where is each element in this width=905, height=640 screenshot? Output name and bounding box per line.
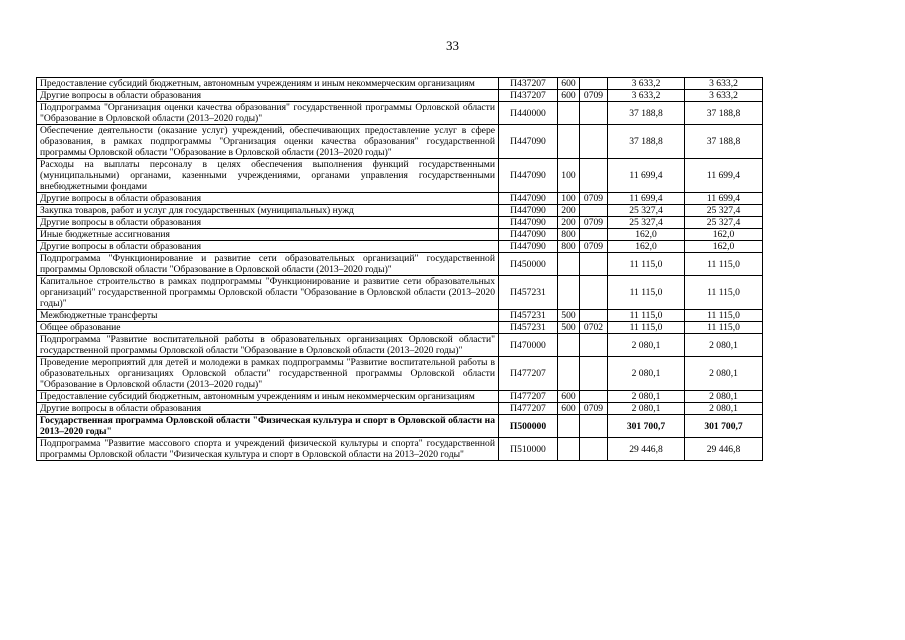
budget-table xyxy=(36,77,763,461)
table-row xyxy=(37,403,763,415)
row-rz xyxy=(580,415,608,438)
table-row xyxy=(37,78,763,90)
table-row xyxy=(37,357,763,391)
row-rz: 0709 xyxy=(580,217,608,229)
row-rz: 0709 xyxy=(580,241,608,253)
row-vr xyxy=(558,357,580,391)
row-code: П470000 xyxy=(499,334,558,357)
row-sum-1: 11 115,0 xyxy=(608,322,685,334)
row-name: Закупка товаров, работ и услуг для государственных (муниципальных) нужд xyxy=(37,205,499,217)
row-sum-2: 11 115,0 xyxy=(685,276,763,310)
table-row xyxy=(37,159,763,193)
row-sum-1: 37 188,8 xyxy=(608,125,685,159)
row-sum-1: 29 446,8 xyxy=(608,438,685,461)
row-rz xyxy=(580,276,608,310)
row-sum-1: 25 327,4 xyxy=(608,217,685,229)
row-rz xyxy=(580,334,608,357)
row-sum-2: 37 188,8 xyxy=(685,102,763,125)
row-sum-1: 2 080,1 xyxy=(608,403,685,415)
table-row xyxy=(37,322,763,334)
row-code: П447090 xyxy=(499,125,558,159)
row-vr: 800 xyxy=(558,241,580,253)
row-name: Другие вопросы в области образования xyxy=(37,90,499,102)
row-code: П447090 xyxy=(499,229,558,241)
row-sum-1: 37 188,8 xyxy=(608,102,685,125)
row-rz xyxy=(580,78,608,90)
row-rz: 0709 xyxy=(580,90,608,102)
row-name: Подпрограмма "Развитие воспитательной работы в образовательных организациях Орловской области" государственной программы Орловской области "Образование в Орловской области (2013–2020 годы)" xyxy=(37,334,499,357)
row-sum-1: 162,0 xyxy=(608,229,685,241)
row-sum-1: 11 699,4 xyxy=(608,159,685,193)
row-name: Подпрограмма "Функционирование и развитие сети образовательных организаций" государственной программы Орловской области "Образование в Орловской области (2013–2020 годы)" xyxy=(37,253,499,276)
page-number: 33 xyxy=(446,38,459,53)
table-row xyxy=(37,217,763,229)
row-code: П447090 xyxy=(499,241,558,253)
row-sum-1: 11 115,0 xyxy=(608,276,685,310)
row-sum-2: 162,0 xyxy=(685,241,763,253)
row-vr: 500 xyxy=(558,322,580,334)
row-sum-1: 2 080,1 xyxy=(608,357,685,391)
row-code: П477207 xyxy=(499,403,558,415)
row-sum-1: 25 327,4 xyxy=(608,205,685,217)
row-code: П457231 xyxy=(499,310,558,322)
row-sum-1: 162,0 xyxy=(608,241,685,253)
row-sum-1: 2 080,1 xyxy=(608,334,685,357)
table-row xyxy=(37,125,763,159)
table-row xyxy=(37,205,763,217)
row-vr xyxy=(558,125,580,159)
row-sum-2: 3 633,2 xyxy=(685,90,763,102)
row-name: Обеспечение деятельности (оказание услуг) учреждений, обеспечивающих предоставление услуг в сфере образования, в рамках подпрограммы "Организация оценки качества образования" государственной программы Орловской области "Образование в Орловской области (2013–2020 годы)" xyxy=(37,125,499,159)
row-sum-1: 301 700,7 xyxy=(608,415,685,438)
row-rz: 0709 xyxy=(580,403,608,415)
table-row xyxy=(37,102,763,125)
row-name: Общее образование xyxy=(37,322,499,334)
table-row xyxy=(37,90,763,102)
row-vr xyxy=(558,253,580,276)
row-rz xyxy=(580,205,608,217)
row-sum-2: 37 188,8 xyxy=(685,125,763,159)
row-sum-2: 11 699,4 xyxy=(685,193,763,205)
row-rz: 0709 xyxy=(580,193,608,205)
row-sum-2: 301 700,7 xyxy=(685,415,763,438)
row-vr: 600 xyxy=(558,90,580,102)
row-rz xyxy=(580,159,608,193)
row-rz xyxy=(580,310,608,322)
row-rz xyxy=(580,357,608,391)
row-vr: 600 xyxy=(558,78,580,90)
row-code: П477207 xyxy=(499,391,558,403)
row-code: П457231 xyxy=(499,322,558,334)
row-vr: 100 xyxy=(558,159,580,193)
row-sum-2: 11 115,0 xyxy=(685,310,763,322)
row-sum-1: 11 115,0 xyxy=(608,310,685,322)
row-code: П450000 xyxy=(499,253,558,276)
row-vr: 500 xyxy=(558,310,580,322)
row-code: П447090 xyxy=(499,159,558,193)
row-name: Капитальное строительство в рамках подпрограммы "Функционирование и развитие сети образовательных организаций" государственной программы Орловской области "Образование в Орловской области (2013–2020 годы)" xyxy=(37,276,499,310)
row-name: Другие вопросы в области образования xyxy=(37,193,499,205)
row-sum-1: 2 080,1 xyxy=(608,391,685,403)
row-vr: 600 xyxy=(558,403,580,415)
row-name: Предоставление субсидий бюджетным, автономным учреждениям и иным некоммерческим организациям xyxy=(37,78,499,90)
row-sum-1: 3 633,2 xyxy=(608,78,685,90)
row-name: Подпрограмма "Организация оценки качества образования" государственной программы Орловской области "Образование в Орловской области (2013–2020 годы)" xyxy=(37,102,499,125)
row-vr: 200 xyxy=(558,217,580,229)
row-sum-1: 3 633,2 xyxy=(608,90,685,102)
table-row xyxy=(37,415,763,438)
row-name: Другие вопросы в области образования xyxy=(37,241,499,253)
row-sum-2: 2 080,1 xyxy=(685,334,763,357)
row-code: П447090 xyxy=(499,205,558,217)
row-name: Предоставление субсидий бюджетным, автономным учреждениям и иным некоммерческим организациям xyxy=(37,391,499,403)
row-rz xyxy=(580,125,608,159)
row-vr xyxy=(558,276,580,310)
table-row xyxy=(37,334,763,357)
row-name: Другие вопросы в области образования xyxy=(37,217,499,229)
row-name: Государственная программа Орловской области "Физическая культура и спорт в Орловской области на 2013–2020 годы" xyxy=(37,415,499,438)
row-sum-1: 11 699,4 xyxy=(608,193,685,205)
row-name: Расходы на выплаты персоналу в целях обеспечения выполнения функций государственными (муниципальными) органами, казенными учреждениями, органами управления государственными внебюджетными фондами xyxy=(37,159,499,193)
table-row xyxy=(37,241,763,253)
row-sum-1: 11 115,0 xyxy=(608,253,685,276)
row-code: П437207 xyxy=(499,78,558,90)
row-code: П440000 xyxy=(499,102,558,125)
row-sum-2: 2 080,1 xyxy=(685,391,763,403)
row-rz xyxy=(580,253,608,276)
row-sum-2: 25 327,4 xyxy=(685,217,763,229)
row-sum-2: 25 327,4 xyxy=(685,205,763,217)
row-code: П477207 xyxy=(499,357,558,391)
row-rz xyxy=(580,229,608,241)
row-sum-2: 3 633,2 xyxy=(685,78,763,90)
row-rz xyxy=(580,102,608,125)
row-code: П447090 xyxy=(499,193,558,205)
row-vr xyxy=(558,415,580,438)
row-name: Иные бюджетные ассигнования xyxy=(37,229,499,241)
row-vr xyxy=(558,102,580,125)
row-name: Подпрограмма "Развитие массового спорта и учреждений физической культуры и спорта" государственной программы Орловской области "Физическая культура и спорт в Орловской области на 2013–2020 годы" xyxy=(37,438,499,461)
row-rz xyxy=(580,438,608,461)
row-sum-2: 11 115,0 xyxy=(685,322,763,334)
row-code: П457231 xyxy=(499,276,558,310)
row-rz: 0702 xyxy=(580,322,608,334)
row-code: П437207 xyxy=(499,90,558,102)
table-row xyxy=(37,391,763,403)
row-name: Проведение мероприятий для детей и молодежи в рамках подпрограммы "Развитие воспитательной работы в образовательных организациях Орловской области" государственной программы Орловской области "Образование в Орловской области (2013–2020 годы)" xyxy=(37,357,499,391)
row-vr xyxy=(558,334,580,357)
row-code: П500000 xyxy=(499,415,558,438)
row-code: П447090 xyxy=(499,217,558,229)
row-vr: 600 xyxy=(558,391,580,403)
table-row xyxy=(37,193,763,205)
row-name: Межбюджетные трансферты xyxy=(37,310,499,322)
table-row xyxy=(37,438,763,461)
table-row xyxy=(37,276,763,310)
table-row xyxy=(37,310,763,322)
row-name: Другие вопросы в области образования xyxy=(37,403,499,415)
row-sum-2: 2 080,1 xyxy=(685,357,763,391)
table-row xyxy=(37,229,763,241)
row-sum-2: 11 115,0 xyxy=(685,253,763,276)
row-sum-2: 2 080,1 xyxy=(685,403,763,415)
row-code: П510000 xyxy=(499,438,558,461)
table-row xyxy=(37,253,763,276)
row-sum-2: 11 699,4 xyxy=(685,159,763,193)
row-vr xyxy=(558,438,580,461)
row-sum-2: 29 446,8 xyxy=(685,438,763,461)
row-rz xyxy=(580,391,608,403)
row-sum-2: 162,0 xyxy=(685,229,763,241)
row-vr: 200 xyxy=(558,205,580,217)
row-vr: 100 xyxy=(558,193,580,205)
row-vr: 800 xyxy=(558,229,580,241)
